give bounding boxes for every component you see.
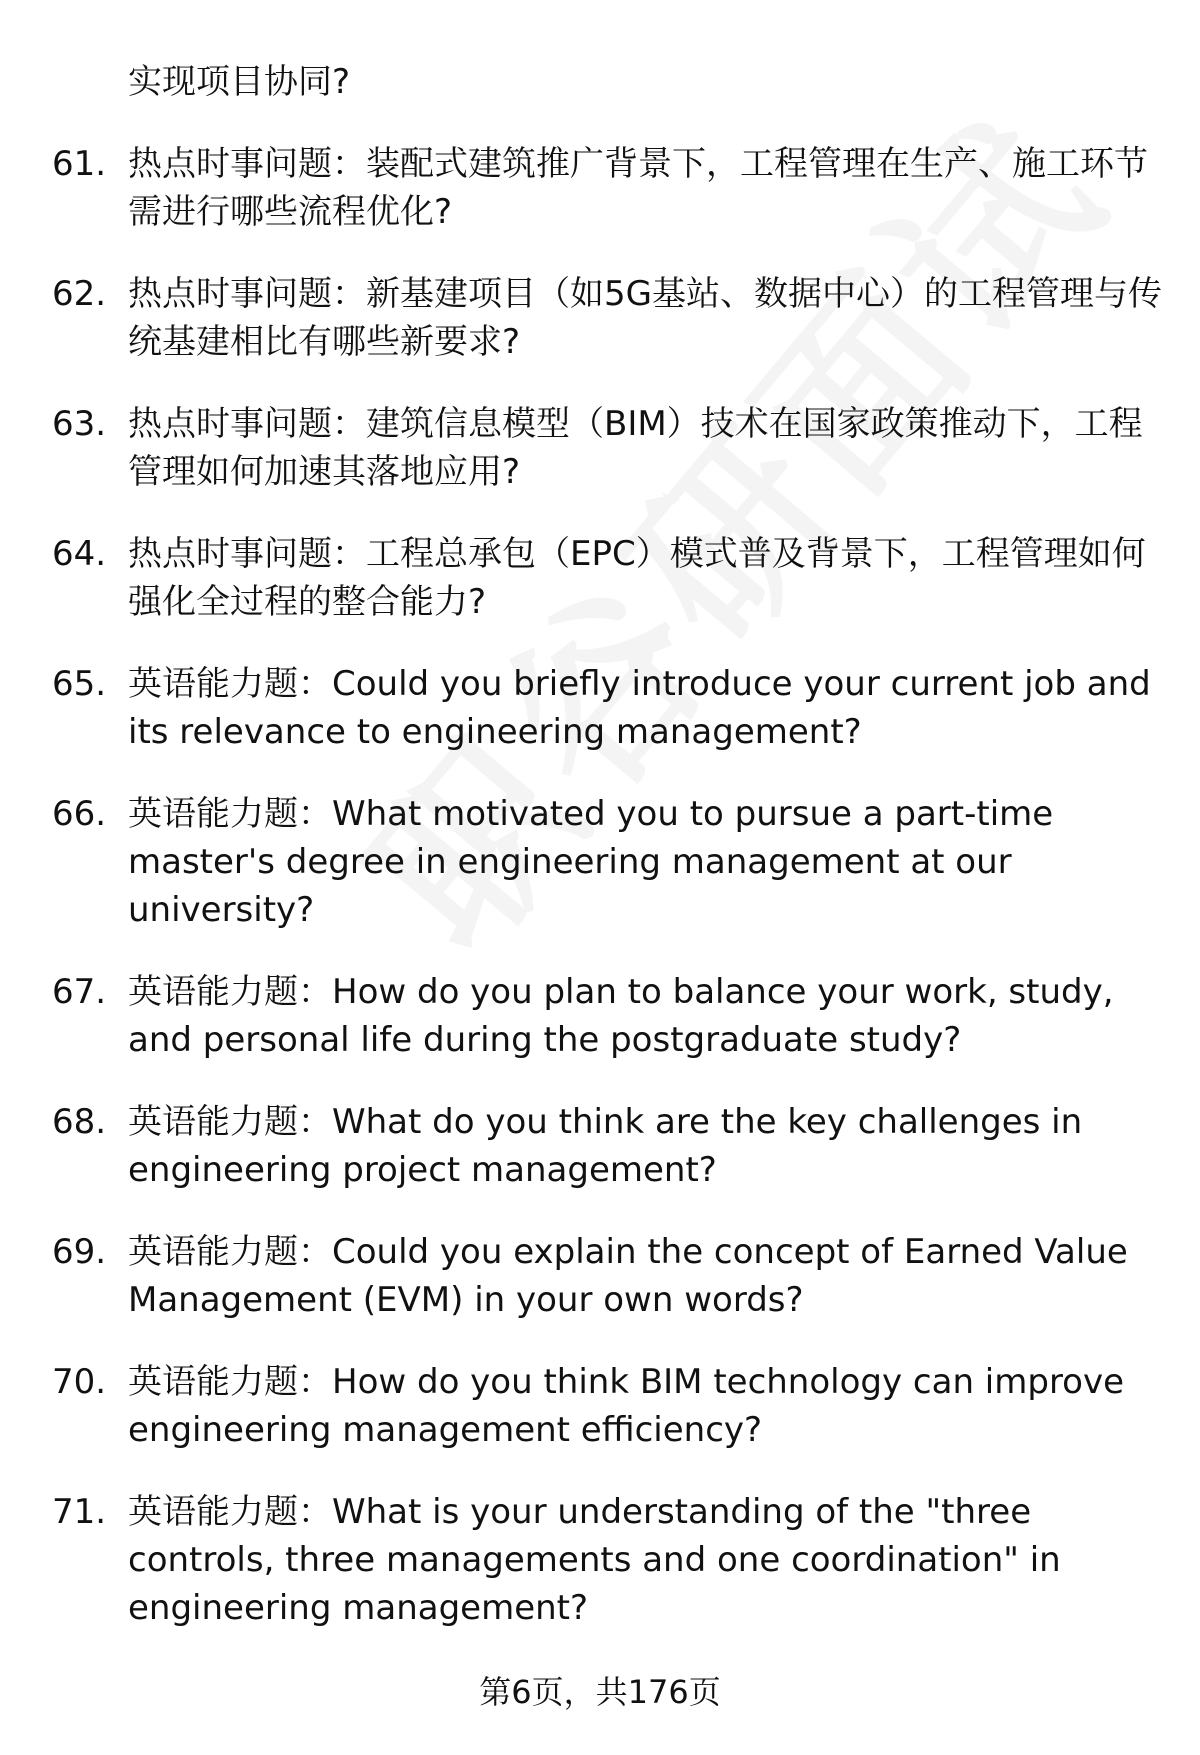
- question-number: 69.: [52, 1232, 107, 1272]
- question-item: [0, 1488, 1200, 1632]
- page-footer: 第6页，共176页: [479, 1673, 721, 1711]
- question-text: 英语能力题：How do you plan to balance your work, study, and personal life during the postgraduate study?: [128, 972, 1114, 1060]
- question-item: [0, 660, 1200, 756]
- question-number: 64.: [52, 534, 107, 574]
- question-list: [0, 58, 1200, 1666]
- question-text: 英语能力题：Could you explain the concept of Earned Value Management (EVM) in your own words?: [128, 1232, 1128, 1320]
- question-number: 68.: [52, 1102, 107, 1142]
- question-number: 67.: [52, 972, 107, 1012]
- question-text: 英语能力题：What is your understanding of the "three controls, three managements and one coordination" in engineering management?: [128, 1492, 1061, 1628]
- continuation-line: 实现项目协同?: [128, 62, 351, 102]
- question-item: [0, 1098, 1200, 1194]
- question-item: [0, 790, 1200, 934]
- question-text: 热点时事问题：装配式建筑推广背景下，工程管理在生产、施工环节需进行哪些流程优化?: [128, 144, 1148, 232]
- question-item: [0, 270, 1200, 366]
- question-text: 英语能力题：How do you think BIM technology can improve engineering management efficiency?: [128, 1362, 1125, 1450]
- question-text: 英语能力题：Could you briefly introduce your current job and its relevance to engineering management?: [128, 664, 1151, 752]
- question-number: 65.: [52, 664, 107, 704]
- question-text: 热点时事问题：建筑信息模型（BIM）技术在国家政策推动下，工程管理如何加速其落地应用?: [128, 404, 1143, 492]
- question-item: [0, 1228, 1200, 1324]
- question-number: 66.: [52, 794, 107, 834]
- question-text: 英语能力题：What motivated you to pursue a part-time master's degree in engineering management at our university?: [128, 794, 1054, 930]
- question-item: [0, 968, 1200, 1064]
- question-text: 英语能力题：What do you think are the key challenges in engineering project management?: [128, 1102, 1083, 1190]
- question-item: [0, 1358, 1200, 1454]
- question-item: [0, 140, 1200, 236]
- question-item: [0, 530, 1200, 626]
- question-text: 热点时事问题：新基建项目（如5G基站、数据中心）的工程管理与传统基建相比有哪些新要求?: [128, 274, 1162, 362]
- question-number: 70.: [52, 1362, 107, 1402]
- question-number: 62.: [52, 274, 107, 314]
- question-item: [0, 400, 1200, 496]
- question-number: 71.: [52, 1492, 107, 1532]
- question-text: 热点时事问题：工程总承包（EPC）模式普及背景下，工程管理如何强化全过程的整合能力?: [128, 534, 1146, 622]
- question-number: 63.: [52, 404, 107, 444]
- question-number: 61.: [52, 144, 107, 184]
